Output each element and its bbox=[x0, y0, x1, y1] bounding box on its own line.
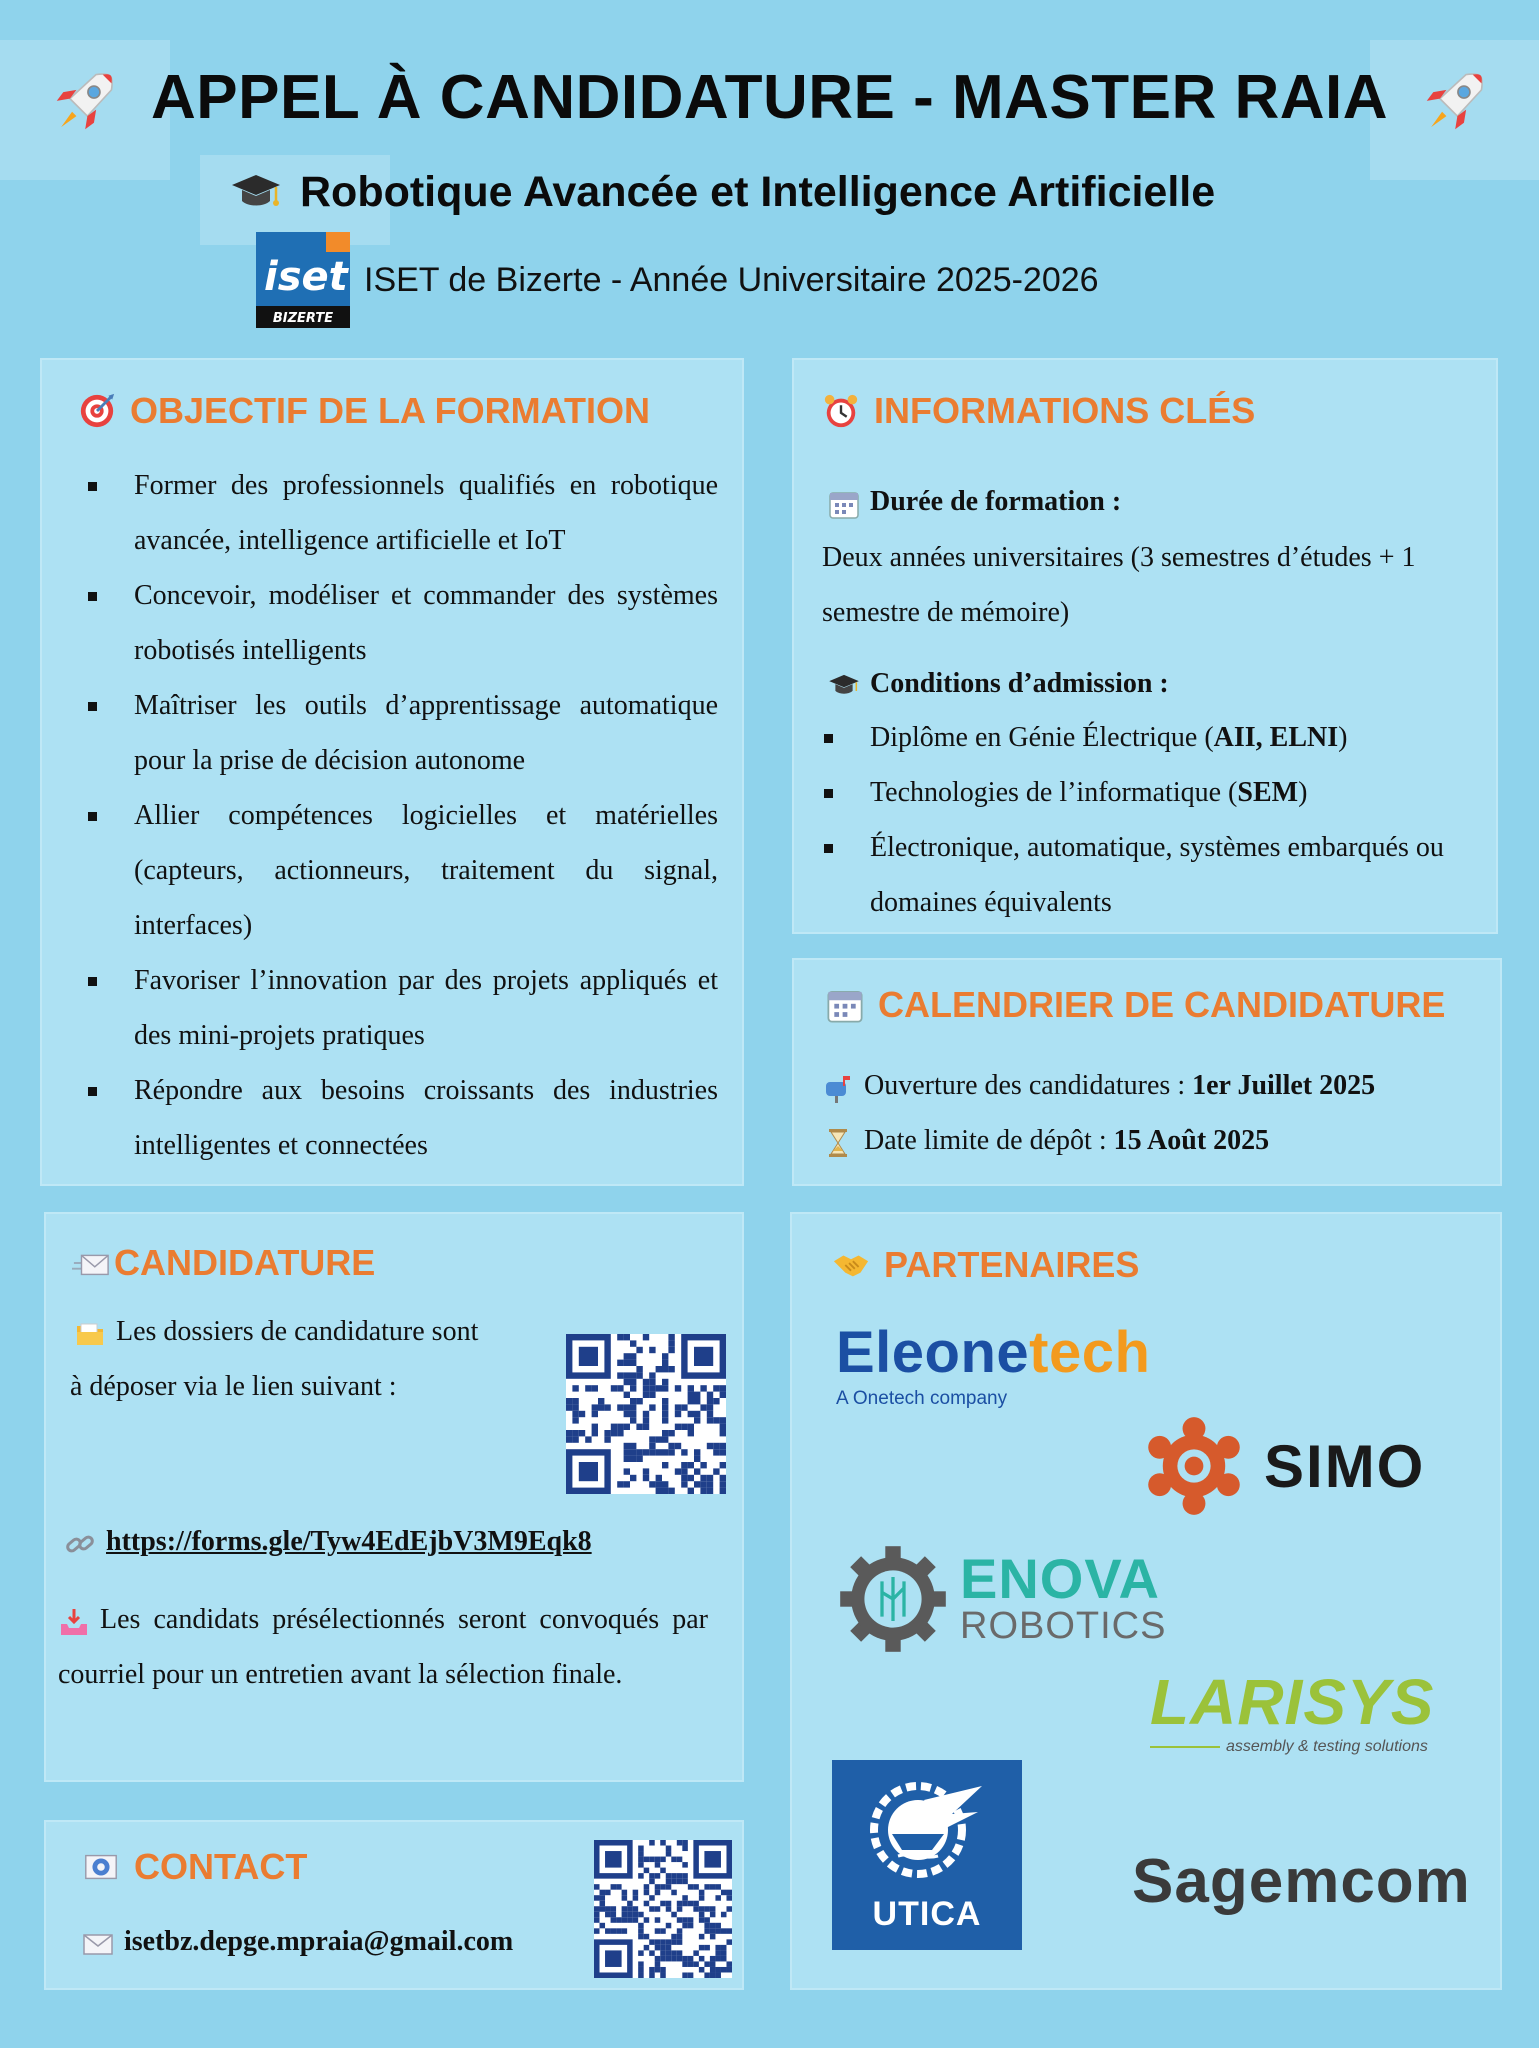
contact-qr-code[interactable] bbox=[594, 1840, 732, 1978]
mailbox-icon bbox=[822, 1072, 854, 1104]
list-item: Technologies de l’informatique (SEM) bbox=[804, 765, 1474, 820]
enova-gear-icon bbox=[838, 1544, 948, 1654]
list-item: Favoriser l’innovation par des projets appliqués et des mini-projets pratiques bbox=[68, 953, 718, 1063]
target-icon bbox=[78, 392, 116, 430]
duree-label: Durée de formation : bbox=[870, 486, 1122, 517]
iset-logo-text: iset bbox=[264, 254, 348, 300]
calendrier-heading: CALENDRIER DE CANDIDATURE bbox=[878, 984, 1446, 1025]
iset-logo bbox=[256, 232, 350, 328]
list-item: Électronique, automatique, systèmes embarqués ou domaines équivalents bbox=[804, 820, 1474, 930]
objectif-list bbox=[68, 458, 718, 1173]
graduation-cap-icon bbox=[828, 670, 860, 702]
infos-heading-row bbox=[822, 390, 1255, 432]
calendar-icon bbox=[828, 488, 860, 520]
objectif-heading: OBJECTIF DE LA FORMATION bbox=[130, 390, 650, 431]
list-item: Diplôme en Génie Électrique (AII, ELNI) bbox=[804, 710, 1474, 765]
list-item: Former des professionnels qualifiés en robotique avancée, intelligence artificielle et IoT bbox=[68, 458, 718, 568]
contact-panel bbox=[44, 1820, 744, 1990]
objectif-heading-row bbox=[78, 390, 650, 432]
candidature-qr-code[interactable] bbox=[566, 1334, 726, 1494]
contact-heading: CONTACT bbox=[134, 1846, 308, 1887]
email-icon bbox=[82, 1848, 120, 1886]
candidature-panel bbox=[44, 1212, 744, 1782]
folder-icon bbox=[74, 1318, 106, 1350]
candidature-note: Les candidats présélectionnés seront convoqués par courriel pour un entretien avant la sélection finale. bbox=[58, 1604, 708, 1690]
limite-row: Date limite de dépôt : 15 Août 2025 bbox=[822, 1113, 1269, 1168]
duree-label-row bbox=[828, 474, 1121, 529]
calendrier-heading-row bbox=[826, 984, 1445, 1026]
candidature-link-row bbox=[64, 1514, 592, 1569]
candidature-intro: Les dossiers de candidature sont bbox=[74, 1304, 478, 1359]
institution-text: ISET de Bizerte - Année Universitaire 2025-2026 bbox=[364, 260, 1099, 299]
simo-logo: SIMO bbox=[1142, 1414, 1425, 1518]
partenaires-heading: PARTENAIRES bbox=[884, 1244, 1140, 1285]
partenaires-panel bbox=[790, 1212, 1502, 1990]
graduation-cap-icon bbox=[230, 171, 282, 215]
hourglass-icon bbox=[822, 1127, 854, 1159]
candidature-heading-row bbox=[72, 1242, 375, 1284]
list-item: Répondre aux besoins croissants des industries intelligentes et connectées bbox=[68, 1063, 718, 1173]
list-item: Allier compétences logicielles et matérielles (capteurs, actionneurs, traitement du signal, interfaces) bbox=[68, 788, 718, 953]
institution-row bbox=[256, 232, 1099, 328]
infos-heading: INFORMATIONS CLÉS bbox=[874, 390, 1256, 431]
subtitle-row bbox=[230, 168, 1215, 217]
handshake-icon bbox=[832, 1246, 870, 1284]
candidature-heading: CANDIDATURE bbox=[114, 1242, 376, 1283]
contact-heading-row bbox=[82, 1846, 307, 1888]
eleonetech-logo: Eleonetech A Onetech company bbox=[836, 1320, 1151, 1409]
simo-gear-icon bbox=[1142, 1414, 1246, 1518]
duree-text: Deux années universitaires (3 semestres d’études + 1 semestre de mémoire) bbox=[822, 542, 1416, 628]
infos-panel bbox=[792, 358, 1498, 934]
candidature-intro-2: à déposer via le lien suivant : bbox=[70, 1371, 397, 1402]
envelope-icon bbox=[82, 1928, 114, 1960]
enova-robotics-logo: ENOVA ROBOTICS bbox=[838, 1544, 1166, 1654]
title-row bbox=[0, 62, 1539, 133]
conditions-label-row bbox=[828, 656, 1169, 711]
calendrier-panel bbox=[792, 958, 1502, 1186]
inbox-tray-icon bbox=[58, 1606, 90, 1638]
limite-date: 15 Août 2025 bbox=[1113, 1125, 1270, 1156]
sagemcom-logo: Sagemcom bbox=[1132, 1847, 1471, 1916]
contact-email-row bbox=[82, 1914, 513, 1969]
envelope-icon bbox=[72, 1244, 110, 1282]
page-subtitle: Robotique Avancée et Intelligence Artificielle bbox=[300, 168, 1216, 216]
list-item: Maîtriser les outils d’apprentissage automatique pour la prise de décision autonome bbox=[68, 678, 718, 788]
partenaires-heading-row bbox=[832, 1244, 1139, 1286]
conditions-list bbox=[804, 710, 1474, 930]
ouverture-date: 1er Juillet 2025 bbox=[1192, 1070, 1376, 1101]
conditions-label: Conditions d’admission : bbox=[870, 668, 1169, 699]
larisys-logo: LARISYS assembly & testing solutions bbox=[1150, 1666, 1435, 1755]
contact-email[interactable]: isetbz.depge.mpraia@gmail.com bbox=[124, 1926, 514, 1957]
calendar-icon bbox=[826, 986, 864, 1024]
link-icon bbox=[64, 1528, 96, 1560]
candidature-form-link[interactable]: https://forms.gle/Tyw4EdEjbV3M9Eqk8 bbox=[106, 1526, 592, 1557]
alarm-clock-icon bbox=[822, 392, 860, 430]
ouverture-row: Ouverture des candidatures : 1er Juillet 2025 bbox=[822, 1058, 1375, 1113]
objectif-panel bbox=[40, 358, 744, 1186]
page-title: APPEL À CANDIDATURE - MASTER RAIA bbox=[150, 63, 1388, 132]
list-item: Concevoir, modéliser et commander des systèmes robotisés intelligents bbox=[68, 568, 718, 678]
iset-logo-caption: BIZERTE bbox=[272, 311, 334, 326]
utica-logo: UTICA bbox=[832, 1760, 1022, 1950]
